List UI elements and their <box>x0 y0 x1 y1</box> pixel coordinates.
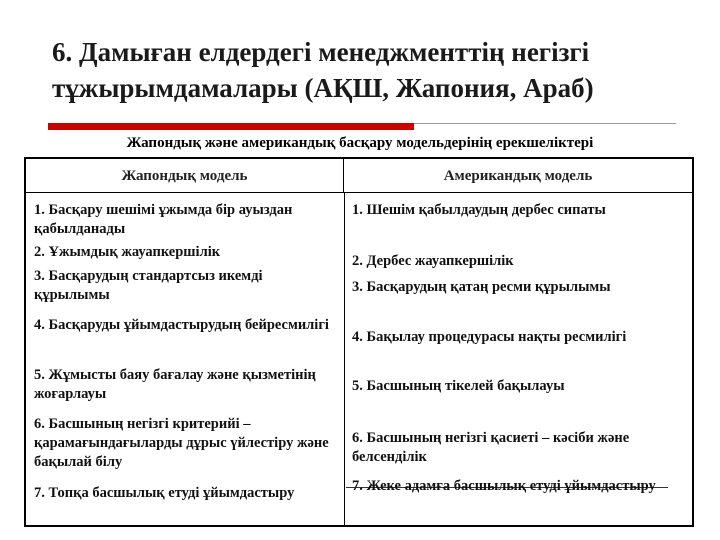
column-divider <box>344 193 345 525</box>
american-item-1: 1. Шешім қабылдаудың дербес сипаты <box>352 202 606 218</box>
japanese-item-2: 2. Ұжымдық жауапкершілік <box>34 244 221 260</box>
american-item-4: 4. Бақылау процедурасы нақты ресмилігі <box>352 329 627 345</box>
american-item-6: 6. Басшының негізгі қасиеті – кәсіби және белсенділік <box>352 430 630 465</box>
table-caption: Жапондық және американдық басқару модельдерінің ерекшеліктері <box>126 135 594 151</box>
comparison-table <box>24 157 694 527</box>
american-item-7: 7. Жеке адамға басшылық етуді ұйымдастыру <box>352 478 656 494</box>
american-item-2: 2. Дербес жауапкершілік <box>352 253 514 269</box>
slide-title: 6. Дамыған елдердегі менеджменттің негізгі тұжырымдамалары (АҚШ, Жапония, Араб) <box>52 37 594 103</box>
american-item-5: 5. Басшының тікелей бақылауы <box>352 378 565 394</box>
header-japanese-model: Жапондық модель <box>26 159 344 193</box>
japanese-item-7: 7. Топқа басшылық етуді ұйымдастыру <box>34 485 295 501</box>
american-item-3: 3. Басқарудың қатаң ресми құрылымы <box>352 279 611 295</box>
japanese-item-6: 6. Басшының негізгі критерийі – қарамағындағыларды дұрыс үйлестіру және бақылай білу <box>34 416 329 470</box>
header-american-model: Американдық модель <box>344 159 692 193</box>
japanese-item-5: 5. Жұмысты баяу бағалау және қызметінің жоғарлауы <box>34 367 316 402</box>
title-accent-rule <box>48 123 414 130</box>
title-thin-rule <box>414 123 676 124</box>
japanese-item-3: 3. Басқарудың стандартсыз икемді құрылымы <box>34 268 263 303</box>
japanese-item-4: 4. Басқаруды ұйымдастырудың бейресмилігі <box>34 317 329 333</box>
japanese-item-1: 1. Басқару шешімі ұжымда бір ауыздан қабылданады <box>34 202 293 237</box>
